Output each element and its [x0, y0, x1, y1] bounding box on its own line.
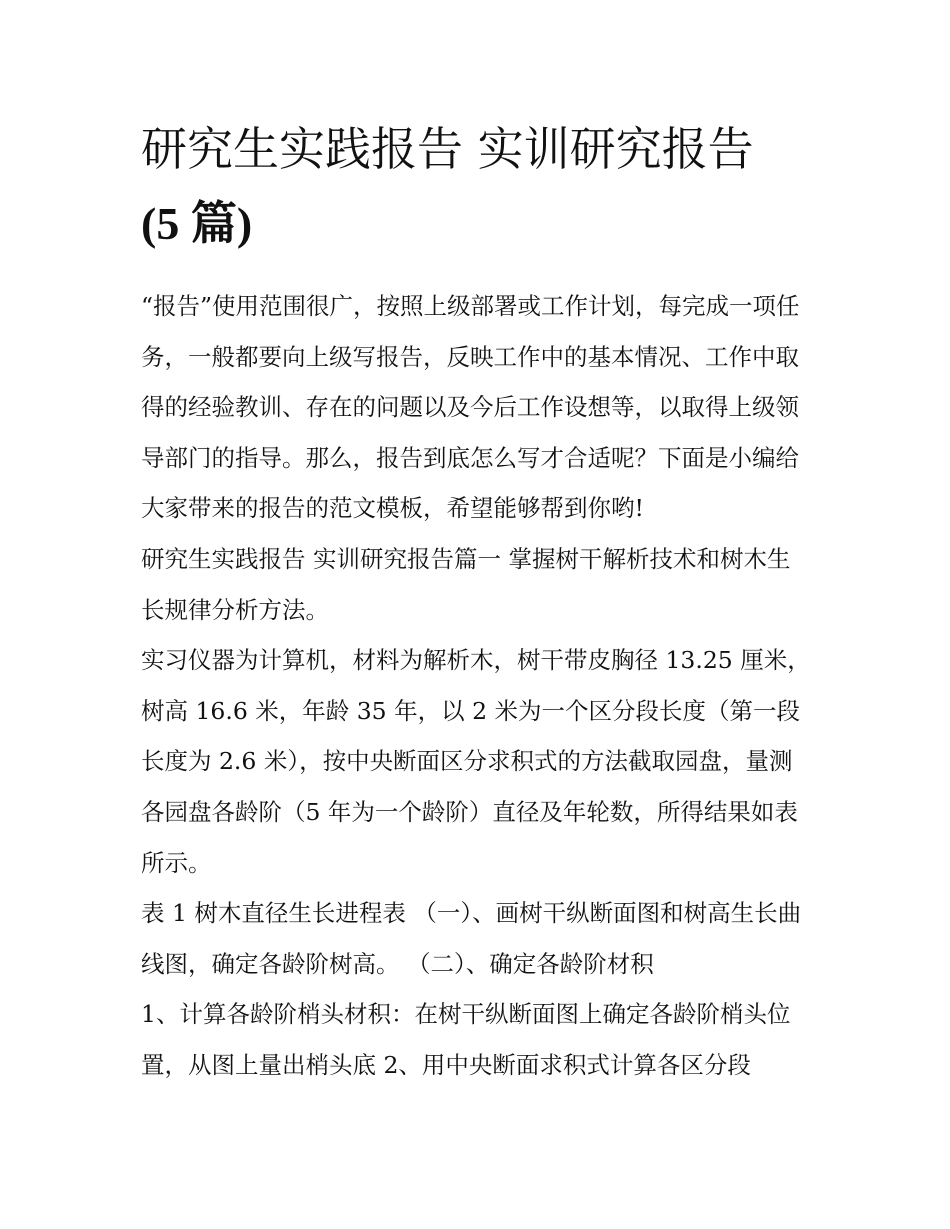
- paragraph-table-ref: 表 1 树木直径生长进程表 （一）、画树干纵断面图和树高生长曲线图，确定各龄阶树高。 （二）、确定各龄阶材积: [141, 899, 802, 978]
- paragraph-part-one: 研究生实践报告 实训研究报告篇一 掌握树干解析技术和树木生长规律分析方法。: [141, 544, 791, 624]
- paragraph-step-one: 1、计算各龄阶梢头材积：在树干纵断面图上确定各龄阶梢头位置，从图上量出梢头底 2、用中央断面求积式计算各区分段: [141, 1000, 791, 1079]
- paragraph-materials: 实习仪器为计算机，材料为解析木，树干带皮胸径 13.25 厘米，树高 16.6 米，年龄 35 年，以 2 米为一个区分段长度（第一段长度为 2.6 米），按中央断面区分求积式的方法截取园盘，量测各园盘各龄阶（5 年为一个龄阶）直径及年轮数，所得结果如表所示。: [141, 646, 811, 877]
- paragraph-intro: “报告”使用范围很广，按照上级部署或工作计划，每完成一项任务，一般都要向上级写报告，反映工作中的基本情况、工作中取得的经验教训、存在的问题以及今后工作设想等，以取得上级领导部门的指导。那么，报告到底怎么写才合适呢？下面是小编给大家带来的报告的范文模板，希望能够帮到你哟!: [141, 292, 800, 523]
- document-title: [141, 112, 813, 261]
- document-body: [141, 281, 813, 1091]
- title-line-2: (5 篇): [141, 198, 253, 249]
- document-page: [141, 112, 813, 1091]
- title-line-1: 研究生实践报告 实训研究报告: [141, 122, 754, 176]
